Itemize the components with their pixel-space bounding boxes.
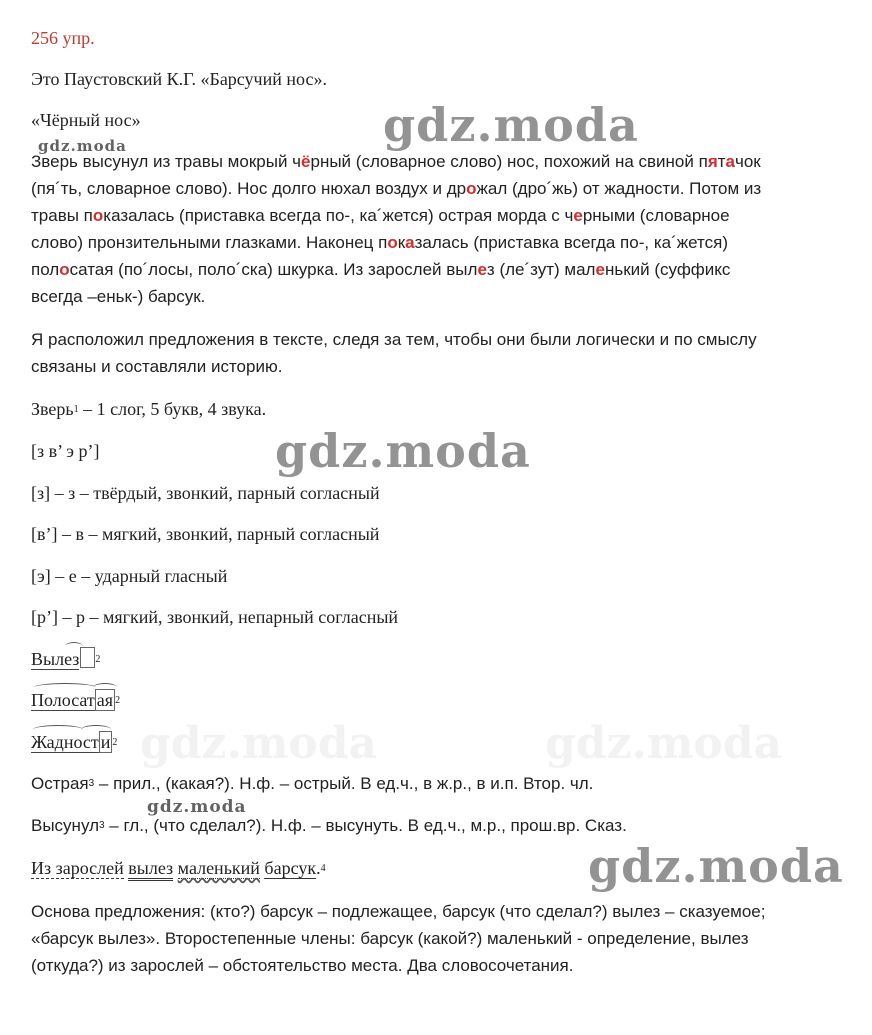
syntax-sentence: Из зарослей вылез маленький барсук.$^4$ — [31, 855, 326, 881]
predicate-member: вылез — [128, 858, 173, 881]
sound-line: [в’] – в – мягкий, звонкий, парный согласный — [31, 524, 380, 544]
ending-box: и — [100, 732, 111, 752]
intro-line: Это Паустовский К.Г. «Барсучий нос». — [31, 69, 327, 89]
sound-line: [р’] – р – мягкий, звонкий, непарный согласный — [31, 607, 399, 627]
story-line: травы показалась (приставка всегда по-, ка´жется) острая морда с черными (словарное — [31, 206, 730, 225]
story-line: всегда –еньк-) барсук. — [31, 287, 206, 306]
ending-box: ая — [96, 690, 114, 710]
arrangement-line: связаны и составляли историю. — [31, 357, 283, 376]
watermark-logo: gdz.moda — [588, 839, 844, 893]
morphemic-word: Полосат ая $^2$ — [31, 687, 120, 713]
morphological-line: Высунул$^3$ – гл., (что сделал?). Н.ф. – высунуть. В ед.ч., м.р., прош.вр. Сказ. — [31, 816, 627, 835]
phonetic-summary: Зверь$^1$ – 1 слог, 5 букв, 4 звука. — [31, 399, 267, 419]
morphological-line: Острая$^3$ – прил., (какая?). Н.ф. – острый. В ед.ч., в ж.р., в и.п. Втор. чл. — [31, 774, 594, 793]
watermark-logo: gdz.moda — [383, 98, 639, 152]
syntax-line: Основа предложения: (кто?) барсук – подлежащее, барсук (что сделал?) вылез – сказуемое; — [31, 902, 766, 921]
story-line: Зверь высунул из травы мокрый чёрный (словарное слово) нос, похожий на свиной пятачок — [31, 152, 761, 171]
ghost-watermark: gdz.moda — [140, 718, 378, 769]
arrangement-line: Я расположил предложения в тексте, следя за тем, чтобы они были логически и по смыслу — [31, 330, 757, 349]
subject-member: барсук — [264, 858, 317, 878]
story-line: (пя´ть, словарное слово). Нос долго нюхал воздух и дрожал (дро´жь) от жадности. Потом из — [31, 179, 762, 198]
morphemic-word: Жадност и $^2$ — [31, 729, 117, 755]
watermark-logo-small: gdz.moda — [38, 137, 127, 155]
story-line: слово) пронзительными глазками. Наконец показалась (приставка всегда по-, ка´жется) — [31, 233, 728, 252]
morphemic-word: Вылез $^2$ — [31, 646, 100, 672]
story-heading: «Чёрный нос» — [31, 110, 141, 130]
syntax-line: (откуда?) из зарослей – обстоятельство места. Два словосочетания. — [31, 956, 574, 975]
syntax-line: «барсук вылез». Второстепенные члены: барсук (какой?) маленький - определение, вылез — [31, 929, 749, 948]
attribute-member: маленький — [177, 858, 260, 878]
morpheme-diagram: Вылез — [31, 646, 95, 672]
sound-line: [з] – з – твёрдый, звонкий, парный согласный — [31, 483, 380, 503]
watermark-logo-small: gdz.moda — [147, 797, 247, 817]
phonetic-transcription: [з в’ э р’] — [31, 441, 100, 461]
morpheme-diagram: Жадност и — [31, 729, 112, 755]
ghost-watermark: gdz.moda — [545, 718, 783, 769]
exercise-number: 256 упр. — [31, 28, 95, 48]
story-line: полосатая (по´лосы, поло´ска) шкурка. Из зарослей вылез (ле´зут) маленький (суффикс — [31, 260, 731, 279]
adverbial-member: Из зарослей — [31, 858, 124, 878]
morpheme-diagram: Полосат ая — [31, 687, 115, 713]
sound-line: [э] – е – ударный гласный — [31, 566, 228, 586]
watermark-logo: gdz.moda — [275, 424, 531, 478]
